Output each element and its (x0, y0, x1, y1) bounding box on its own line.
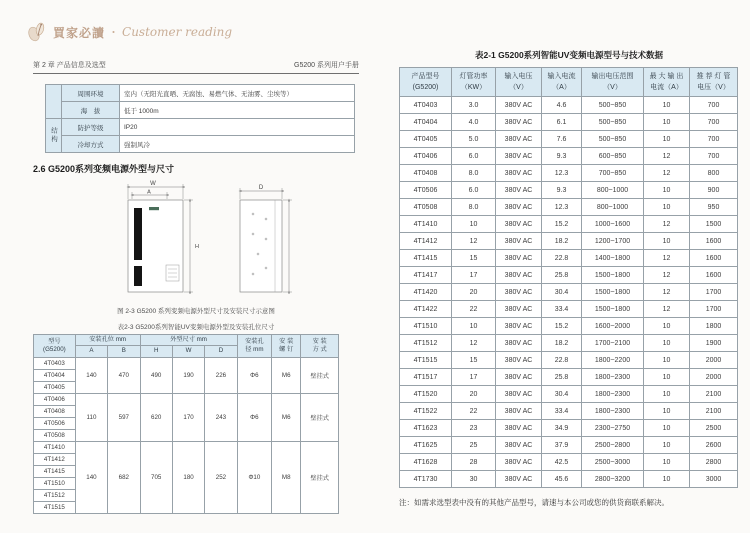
dim-table-row (34, 441, 339, 453)
tech-cell-col1: 12 (452, 233, 496, 250)
dim-model-cell: 4T1415 (34, 465, 76, 477)
tech-cell-col3: 33.4 (542, 301, 582, 318)
dim-model-cell: 4T1515 (34, 501, 76, 513)
col-input-voltage: 输入电压 （V） (496, 68, 542, 97)
tech-cell-col6: 800 (690, 165, 738, 182)
tech-cell-col4: 500~850 (582, 97, 644, 114)
tech-cell-col2: 380V AC (496, 199, 542, 216)
tech-cell-col3: 30.4 (542, 386, 582, 403)
tech-cell-col5: 12 (644, 267, 690, 284)
dim-b-cell: 470 (108, 357, 140, 393)
tech-cell-col4: 1500~1800 (582, 284, 644, 301)
group-label: 结构 (50, 127, 57, 144)
dim-label-w: W (150, 181, 156, 187)
tech-cell-col0: 4T0405 (400, 131, 452, 148)
dim-model-cell: 4T0404 (34, 369, 76, 381)
tech-cell-col1: 8.0 (452, 165, 496, 182)
tech-cell-col6: 700 (690, 148, 738, 165)
tech-cell-col5: 10 (644, 454, 690, 471)
tech-table-row (400, 386, 738, 403)
tech-cell-col5: 10 (644, 97, 690, 114)
tech-cell-col1: 10 (452, 216, 496, 233)
tech-cell-col6: 1500 (690, 216, 738, 233)
tech-cell-col2: 380V AC (496, 301, 542, 318)
tech-cell-col2: 380V AC (496, 114, 542, 131)
tech-cell-col3: 15.2 (542, 318, 582, 335)
table-row (46, 136, 355, 153)
dim-b-cell: 597 (108, 393, 140, 441)
tech-cell-col5: 10 (644, 131, 690, 148)
dim-w-cell: 180 (172, 441, 204, 513)
tech-cell-col0: 4T1420 (400, 284, 452, 301)
col-b: B (108, 346, 140, 357)
tech-cell-col3: 18.2 (542, 233, 582, 250)
spec-label: 防护等级 (62, 119, 120, 136)
brand-title-cn: 買家必讀 (53, 25, 106, 40)
tech-cell-col1: 25 (452, 437, 496, 454)
tech-cell-col0: 4T1515 (400, 352, 452, 369)
tech-cell-col3: 25.8 (542, 369, 582, 386)
table-row (46, 102, 355, 119)
dim-mount-cell: 壁挂式 (301, 357, 339, 393)
tech-cell-col6: 2100 (690, 386, 738, 403)
tech-cell-col3: 42.5 (542, 454, 582, 471)
dim-model-cell: 4T0508 (34, 429, 76, 441)
dim-a-cell: 140 (75, 441, 107, 513)
tech-cell-col1: 3.0 (452, 97, 496, 114)
dim-hole-cell: Φ10 (237, 441, 271, 513)
tech-cell-col2: 380V AC (496, 437, 542, 454)
tech-cell-col0: 4T1517 (400, 369, 452, 386)
tech-cell-col6: 2800 (690, 454, 738, 471)
tech-cell-col5: 10 (644, 369, 690, 386)
tech-cell-col4: 500~850 (582, 114, 644, 131)
right-page (399, 49, 739, 508)
tech-cell-col1: 12 (452, 335, 496, 352)
dim-a-cell: 110 (75, 393, 107, 441)
tech-cell-col0: 4T0408 (400, 165, 452, 182)
dim-model-cell: 4T1410 (34, 441, 76, 453)
dim-a-cell: 140 (75, 357, 107, 393)
tech-cell-col3: 18.2 (542, 335, 582, 352)
tech-cell-col6: 1900 (690, 335, 738, 352)
tech-cell-col6: 2500 (690, 420, 738, 437)
tech-cell-col0: 4T1628 (400, 454, 452, 471)
tech-cell-col0: 4T1730 (400, 471, 452, 488)
col-max-output-current: 最 大 输 出 电流（A） (644, 68, 690, 97)
col-mount: 安 装 方 式 (301, 335, 339, 358)
tech-cell-col2: 380V AC (496, 454, 542, 471)
dim-screw-cell: M8 (272, 441, 301, 513)
tech-cell-col2: 380V AC (496, 284, 542, 301)
tech-table-row (400, 471, 738, 488)
tech-table-title: 表2-1 G5200系列智能UV变频电源型号与技术数据 (475, 50, 663, 60)
dim-hole-cell: Φ6 (237, 357, 271, 393)
tech-table-row (400, 233, 738, 250)
tech-cell-col5: 12 (644, 148, 690, 165)
spec-value: IP20 (120, 119, 355, 136)
tech-table-row (400, 216, 738, 233)
tech-cell-col3: 12.3 (542, 165, 582, 182)
tech-cell-col4: 500~850 (582, 131, 644, 148)
dim-w-cell: 170 (172, 393, 204, 441)
manual-label: G5200 系列用户手册 (294, 62, 359, 69)
tech-cell-col2: 380V AC (496, 318, 542, 335)
tech-cell-col2: 380V AC (496, 131, 542, 148)
tech-cell-col0: 4T0508 (400, 199, 452, 216)
tech-cell-col4: 1000~1600 (582, 216, 644, 233)
tech-cell-col4: 700~850 (582, 165, 644, 182)
tech-cell-col5: 10 (644, 182, 690, 199)
dim-mount-cell: 壁挂式 (301, 441, 339, 513)
tech-cell-col1: 23 (452, 420, 496, 437)
tech-cell-col3: 6.1 (542, 114, 582, 131)
tech-cell-col2: 380V AC (496, 352, 542, 369)
tech-cell-col0: 4T1410 (400, 216, 452, 233)
brand-header (26, 20, 232, 44)
tech-table-row (400, 114, 738, 131)
tech-cell-col5: 10 (644, 437, 690, 454)
tech-cell-col3: 25.8 (542, 267, 582, 284)
col-group-size: 外型尺寸 mm (140, 335, 237, 346)
tech-cell-col2: 380V AC (496, 216, 542, 233)
tech-table-row (400, 318, 738, 335)
chapter-label: 第 2 章 产品信息及选型 (33, 62, 106, 69)
tech-table-row (400, 165, 738, 182)
tech-cell-col4: 1700~2100 (582, 335, 644, 352)
tech-cell-col6: 1600 (690, 233, 738, 250)
tech-cell-col4: 1500~1800 (582, 301, 644, 318)
tech-cell-col1: 20 (452, 284, 496, 301)
tech-cell-col3: 33.4 (542, 403, 582, 420)
tech-cell-col4: 1800~2300 (582, 403, 644, 420)
col-group-holes: 安装孔位 mm (75, 335, 140, 346)
col-d: D (205, 346, 237, 357)
dim-table-row (34, 393, 339, 405)
tech-cell-col5: 10 (644, 114, 690, 131)
dim-model-cell: 4T0406 (34, 393, 76, 405)
tech-cell-col0: 4T1522 (400, 403, 452, 420)
tech-cell-col1: 15 (452, 352, 496, 369)
tech-cell-col2: 380V AC (496, 148, 542, 165)
dim-mount-cell: 壁挂式 (301, 393, 339, 441)
tech-cell-col1: 4.0 (452, 114, 496, 131)
tech-cell-col4: 1600~2000 (582, 318, 644, 335)
col-h: H (140, 346, 172, 357)
tech-cell-col3: 12.3 (542, 199, 582, 216)
tech-cell-col5: 12 (644, 250, 690, 267)
dimension-table (33, 334, 339, 514)
dim-d-cell: 243 (205, 393, 237, 441)
col-hole-dia: 安装孔 径 mm (237, 335, 271, 358)
dimension-table-body (34, 357, 339, 513)
tech-table-row (400, 250, 738, 267)
tech-cell-col6: 2000 (690, 369, 738, 386)
tech-cell-col0: 4T1412 (400, 233, 452, 250)
col-product-model: 产品型号 (G5200) (400, 68, 452, 97)
dim-h-cell: 705 (140, 441, 172, 513)
tech-cell-col6: 1600 (690, 250, 738, 267)
tech-cell-col1: 17 (452, 267, 496, 284)
tech-cell-col0: 4T1520 (400, 386, 452, 403)
tech-cell-col5: 10 (644, 318, 690, 335)
tech-cell-col1: 22 (452, 403, 496, 420)
tech-table-row (400, 454, 738, 471)
tech-cell-col3: 22.8 (542, 352, 582, 369)
tech-cell-col5: 10 (644, 471, 690, 488)
running-header (33, 60, 359, 74)
dim-model-cell: 4T0506 (34, 417, 76, 429)
tech-table-body (400, 97, 738, 488)
tech-table-row (400, 267, 738, 284)
dim-label-h: H (195, 244, 199, 250)
tech-cell-col6: 2100 (690, 403, 738, 420)
tech-cell-col1: 30 (452, 471, 496, 488)
tech-cell-col2: 380V AC (496, 250, 542, 267)
table-header-row (400, 68, 738, 97)
tech-cell-col5: 10 (644, 199, 690, 216)
dim-model-cell: 4T0403 (34, 357, 76, 369)
group-cell-structure (46, 119, 62, 153)
tech-cell-col3: 30.4 (542, 284, 582, 301)
outline-drawing (70, 178, 322, 300)
brand-title-en: Customer reading (122, 25, 233, 39)
tech-cell-col4: 2500~3000 (582, 454, 644, 471)
tech-table-row (400, 301, 738, 318)
tech-cell-col6: 2000 (690, 352, 738, 369)
brand-separator: ・ (108, 27, 120, 39)
tech-cell-col3: 22.8 (542, 250, 582, 267)
tech-cell-col5: 10 (644, 420, 690, 437)
tech-cell-col4: 1400~1800 (582, 250, 644, 267)
tech-cell-col2: 380V AC (496, 233, 542, 250)
butterfly-icon (26, 20, 50, 44)
dim-label-a: A (147, 189, 151, 196)
tech-cell-col2: 380V AC (496, 369, 542, 386)
tech-cell-col4: 2800~3200 (582, 471, 644, 488)
col-input-current: 输入电流 （A） (542, 68, 582, 97)
spec-value: 低于 1000m (120, 102, 355, 119)
dim-table-caption: 表2-3 G5200系列智能UV变频电源外型及安装孔位尺寸 (117, 324, 275, 331)
col-output-voltage-range: 输出电压范围 （V） (582, 68, 644, 97)
tech-cell-col2: 380V AC (496, 335, 542, 352)
tech-cell-col0: 4T1512 (400, 335, 452, 352)
tech-cell-col2: 380V AC (496, 420, 542, 437)
section-title: 2.6 G5200系列变频电源外型与尺寸 (33, 164, 175, 174)
tech-cell-col3: 4.6 (542, 97, 582, 114)
tech-cell-col5: 10 (644, 335, 690, 352)
tech-cell-col6: 950 (690, 199, 738, 216)
col-w: W (172, 346, 204, 357)
tech-table-row (400, 148, 738, 165)
tech-cell-col4: 600~850 (582, 148, 644, 165)
tech-data-table (399, 67, 738, 488)
spec-label: 海 拔 (62, 102, 120, 119)
tech-cell-col0: 4T0403 (400, 97, 452, 114)
tech-cell-col3: 37.9 (542, 437, 582, 454)
tech-cell-col3: 7.6 (542, 131, 582, 148)
group-cell-empty (46, 85, 62, 119)
tech-cell-col1: 20 (452, 386, 496, 403)
left-page (33, 60, 359, 514)
dim-label-d: D (258, 185, 264, 191)
tech-cell-col0: 4T1510 (400, 318, 452, 335)
tech-cell-col3: 15.2 (542, 216, 582, 233)
tech-table-row (400, 131, 738, 148)
tech-cell-col0: 4T1623 (400, 420, 452, 437)
tech-cell-col1: 8.0 (452, 199, 496, 216)
tech-cell-col1: 28 (452, 454, 496, 471)
dim-w-cell: 190 (172, 357, 204, 393)
tech-table-row (400, 369, 738, 386)
footnote: 注：如需求选型表中没有的其他产品型号，请速与本公司或您的供货商联系解决。 (399, 498, 669, 508)
tech-cell-col2: 380V AC (496, 97, 542, 114)
col-model: 型号 (G5200) (34, 335, 76, 358)
dim-hole-cell: Φ6 (237, 393, 271, 441)
tech-cell-col5: 10 (644, 386, 690, 403)
tech-cell-col0: 4T1422 (400, 301, 452, 318)
tech-cell-col0: 4T1415 (400, 250, 452, 267)
col-screw: 安 装 螺 钉 (272, 335, 301, 358)
tech-cell-col0: 4T0406 (400, 148, 452, 165)
tech-cell-col4: 800~1000 (582, 182, 644, 199)
tech-cell-col1: 15 (452, 250, 496, 267)
tech-cell-col3: 9.3 (542, 148, 582, 165)
tech-cell-col3: 45.6 (542, 471, 582, 488)
tech-cell-col1: 17 (452, 369, 496, 386)
tech-cell-col5: 10 (644, 403, 690, 420)
tech-cell-col2: 380V AC (496, 165, 542, 182)
tech-cell-col6: 1800 (690, 318, 738, 335)
dim-h-cell: 490 (140, 357, 172, 393)
spec-value: 强制风冷 (120, 136, 355, 153)
col-recommended-lamp-voltage: 推 荐 灯 管 电压（V） (690, 68, 738, 97)
tech-cell-col5: 12 (644, 216, 690, 233)
tech-cell-col6: 1700 (690, 284, 738, 301)
tech-cell-col0: 4T0506 (400, 182, 452, 199)
dim-screw-cell: M6 (272, 393, 301, 441)
tech-cell-col4: 800~1000 (582, 199, 644, 216)
dim-table-row (34, 357, 339, 369)
table-row (46, 119, 355, 136)
tech-cell-col1: 10 (452, 318, 496, 335)
col-a: A (75, 346, 107, 357)
tech-cell-col6: 900 (690, 182, 738, 199)
tech-cell-col2: 380V AC (496, 182, 542, 199)
tech-table-row (400, 97, 738, 114)
tech-cell-col6: 1600 (690, 267, 738, 284)
tech-cell-col1: 6.0 (452, 182, 496, 199)
tech-cell-col6: 1700 (690, 301, 738, 318)
figure-caption: 图 2-3 G5200 系列变频电源外型尺寸及安装尺寸示意图 (117, 308, 275, 315)
tech-cell-col1: 6.0 (452, 148, 496, 165)
environment-spec-table (45, 84, 355, 153)
tech-cell-col5: 12 (644, 301, 690, 318)
dim-model-cell: 4T0405 (34, 381, 76, 393)
tech-cell-col4: 2300~2750 (582, 420, 644, 437)
col-lamp-power: 灯管功率 （KW） (452, 68, 496, 97)
tech-cell-col6: 3000 (690, 471, 738, 488)
tech-cell-col6: 700 (690, 131, 738, 148)
dim-model-cell: 4T0408 (34, 405, 76, 417)
tech-cell-col6: 700 (690, 114, 738, 131)
tech-cell-col4: 1200~1700 (582, 233, 644, 250)
tech-table-row (400, 199, 738, 216)
dim-screw-cell: M6 (272, 357, 301, 393)
spec-label: 周围环境 (62, 85, 120, 102)
tech-cell-col4: 1800~2200 (582, 352, 644, 369)
tech-cell-col3: 9.3 (542, 182, 582, 199)
tech-cell-col2: 380V AC (496, 386, 542, 403)
tech-cell-col0: 4T0404 (400, 114, 452, 131)
tech-cell-col5: 10 (644, 233, 690, 250)
tech-table-row (400, 420, 738, 437)
tech-table-row (400, 182, 738, 199)
tech-cell-col6: 2600 (690, 437, 738, 454)
tech-cell-col5: 12 (644, 165, 690, 182)
tech-table-row (400, 437, 738, 454)
tech-cell-col2: 380V AC (496, 267, 542, 284)
spec-value: 室内（无阳光直晒、无腐蚀、易燃气体、无油雾、尘埃等） (120, 85, 355, 102)
tech-cell-col4: 1800~2300 (582, 386, 644, 403)
dim-model-cell: 4T1510 (34, 477, 76, 489)
dim-d-cell: 252 (205, 441, 237, 513)
table-row (46, 85, 355, 102)
tech-cell-col5: 10 (644, 352, 690, 369)
tech-cell-col1: 22 (452, 301, 496, 318)
tech-table-row (400, 335, 738, 352)
dim-model-cell: 4T1412 (34, 453, 76, 465)
dimension-figure (33, 178, 359, 315)
dim-b-cell: 682 (108, 441, 140, 513)
tech-cell-col4: 1800~2300 (582, 369, 644, 386)
tech-cell-col5: 12 (644, 284, 690, 301)
dim-model-cell: 4T1512 (34, 489, 76, 501)
tech-cell-col0: 4T1625 (400, 437, 452, 454)
tech-cell-col0: 4T1417 (400, 267, 452, 284)
tech-table-row (400, 284, 738, 301)
dim-h-cell: 620 (140, 393, 172, 441)
tech-table-row (400, 403, 738, 420)
tech-table-row (400, 352, 738, 369)
tech-cell-col2: 380V AC (496, 403, 542, 420)
tech-cell-col6: 700 (690, 97, 738, 114)
dim-d-cell: 226 (205, 357, 237, 393)
tech-cell-col4: 1500~1800 (582, 267, 644, 284)
tech-cell-col2: 380V AC (496, 471, 542, 488)
spec-label: 冷却方式 (62, 136, 120, 153)
table-header-row (34, 335, 339, 346)
tech-cell-col1: 5.0 (452, 131, 496, 148)
tech-cell-col4: 2500~2800 (582, 437, 644, 454)
tech-cell-col3: 34.9 (542, 420, 582, 437)
